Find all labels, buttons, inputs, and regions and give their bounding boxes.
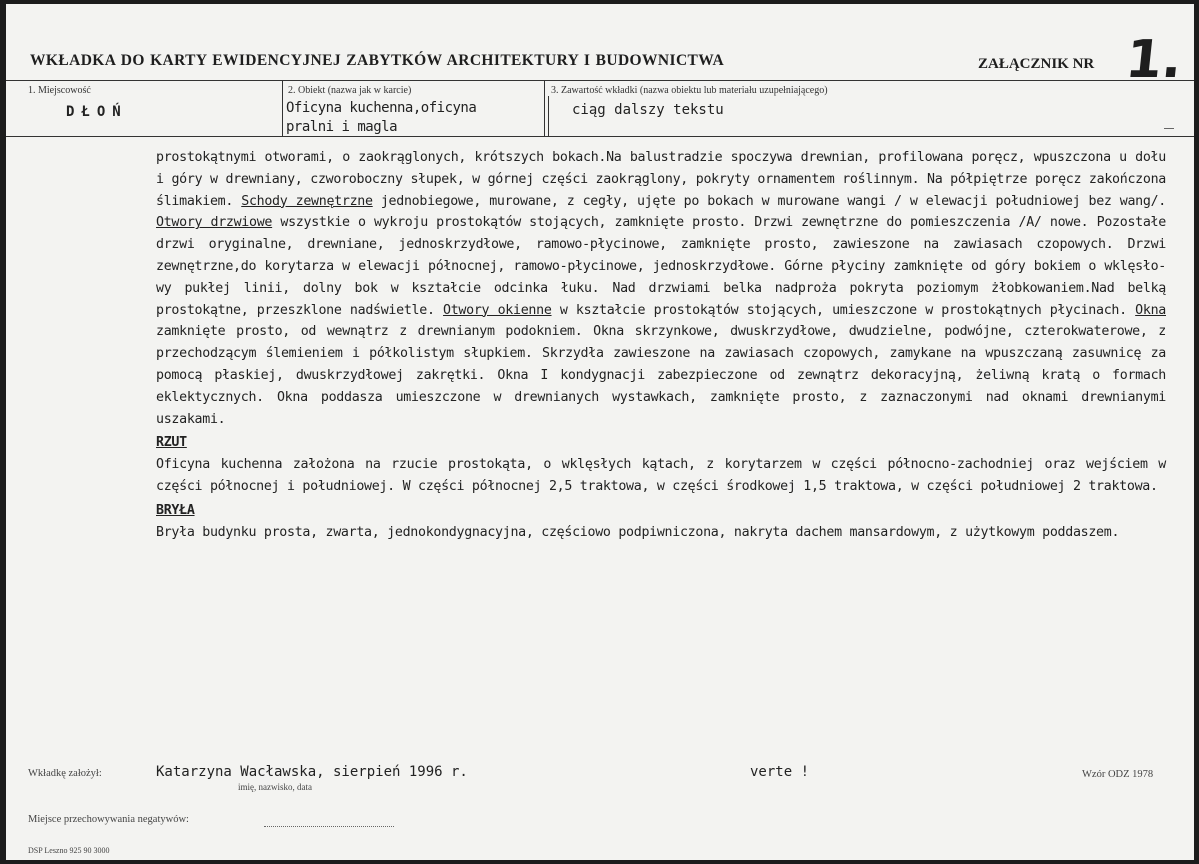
annex-number: 1.	[1122, 30, 1186, 90]
bryla-heading: BRYŁA	[156, 502, 195, 518]
bryla-paragraph: Bryła budynku prosta, zwarta, jednokondygnacyjna, częściowo podpiwniczona, nakryta dachem mansardowym, z użytkowym poddaszem.	[156, 524, 1120, 540]
description-paragraph: prostokątnymi otworami, o zaokrąglonych, krótszych bokach.Na balustradzie spoczywa drewnian, profilowana poręcz, wpuszczona u dołu i góry w drewniany, czworoboczny słupek, w górnej części zaokrąglony, pokryty ornamentem roślinnym. Na półpiętrze poręcz zakończona ślimakiem. Schody zewnętrzne jednobiegowe, murowane, z cegły, ujęte po bokach w murowane wangi / w elewacji południowej bez wang/. Otwory drzwiowe wszystkie o wykroju prostokątów stojących, zamknięte prosto. Drzwi zewnętrzne do pomieszczenia /A/ nowe. Pozostałe drzwi oryginalne, drewniane, jednoskrzydłowe, ramowo-płycinowe, zamknięte prosto, zawieszone na zawiasach czopowych. Drzwi zewnętrzne,do korytarza w elewacji północnej, ramowo-płycinowe, jednoskrzydłowe. Górne płyciny zamknięte od góry bokiem o wklęsło-wy pukłej linii, dolny bok w kształcie odcinka łuku. Nad drzwiami belka nadproża pokryta poziomym żłobkowaniem.Nad belką prostokątne, przeszklone nadświetle. Otwory okienne w kształcie prostokątów stojących, umieszczone w prostokątnych płycinach. Okna zamknięte prosto, od wewnątrz z drewnianym podokniem. Okna skrzynkowe, dwuskrzydłowe, dwudzielne, podwójne, czterokwaterowe, z przechodzącym ślemieniem i półkolistym słupkiem. Skrzydła zawieszone na zawiasach czopowych, zamykane na wpuszczaną zasuwnicę za pomocą płaskiej, dwuskrzydłowej zakrętki. Okna I kondygnacji zabezpieczone od zewnątrz dekoracyjną, żeliwną kratą o formach eklektycznych. Okna poddasza umieszczone w drewnianych wystawkach, zamknięte prosto, z zaznaczonymi nad oknami drewnianymi uszakami.	[156, 150, 1167, 427]
prepared-value: Katarzyna Wacławska, sierpień 1996 r.	[156, 764, 468, 780]
object-line-2: pralni i magla	[286, 119, 398, 135]
term-external-stairs: Schody zewnętrzne	[241, 193, 373, 209]
content-label: 3. Zawartość wkładki (nazwa obiektu lub materiału uzupełniającego)	[551, 85, 828, 96]
field-divider-1	[282, 80, 283, 136]
prepared-sub: imię, nazwisko, data	[238, 782, 312, 792]
place-value: DŁOŃ	[66, 104, 128, 120]
card-title: WKŁADKA DO KARTY EWIDENCYJNEJ ZABYTKÓW ARCHITEKTURY I BUDOWNICTWA	[30, 52, 725, 69]
corner-mark	[1164, 128, 1174, 129]
record-card	[6, 4, 1194, 860]
object-label: 2. Obiekt (nazwa jak w karcie)	[288, 85, 412, 96]
fields-rule	[6, 136, 1194, 137]
negatives-label: Miejsce przechowywania negatywów:	[28, 814, 189, 825]
term-door-openings: Otwory drzwiowe	[156, 215, 273, 231]
object-line-1: Oficyna kuchenna,oficyna	[286, 100, 477, 116]
rzut-heading: RZUT	[156, 435, 187, 451]
verte-note: verte !	[750, 764, 810, 780]
prepared-label: Wkładkę założył:	[28, 768, 102, 779]
negatives-line	[264, 826, 394, 827]
rzut-paragraph: Oficyna kuchenna założona na rzucie prostokąta, o wklęsłych kątach, z korytarzem w części północno-zachodniej oraz wejściem w części północnej i południowej. W części północnej 2,5 traktowa, w części środkowej 1,5 traktowa, w części południowej 2 traktowa.	[156, 457, 1166, 494]
term-window-openings: Otwory okienne	[443, 302, 552, 318]
header-rule	[6, 80, 1194, 81]
field-divider-2	[544, 80, 545, 136]
content-value: ciąg dalszy tekstu	[572, 102, 724, 118]
field-divider-2b	[548, 96, 549, 136]
annex-label: ZAŁĄCZNIK NR	[978, 56, 1095, 72]
term-windows: Okna	[1135, 302, 1166, 318]
place-label: 1. Miejscowość	[28, 85, 91, 96]
print-code: DSP Leszno 925 90 3000	[28, 846, 110, 855]
model-label: Wzór ODZ 1978	[1082, 769, 1154, 780]
body-text	[156, 147, 1166, 543]
object-value	[286, 99, 476, 137]
